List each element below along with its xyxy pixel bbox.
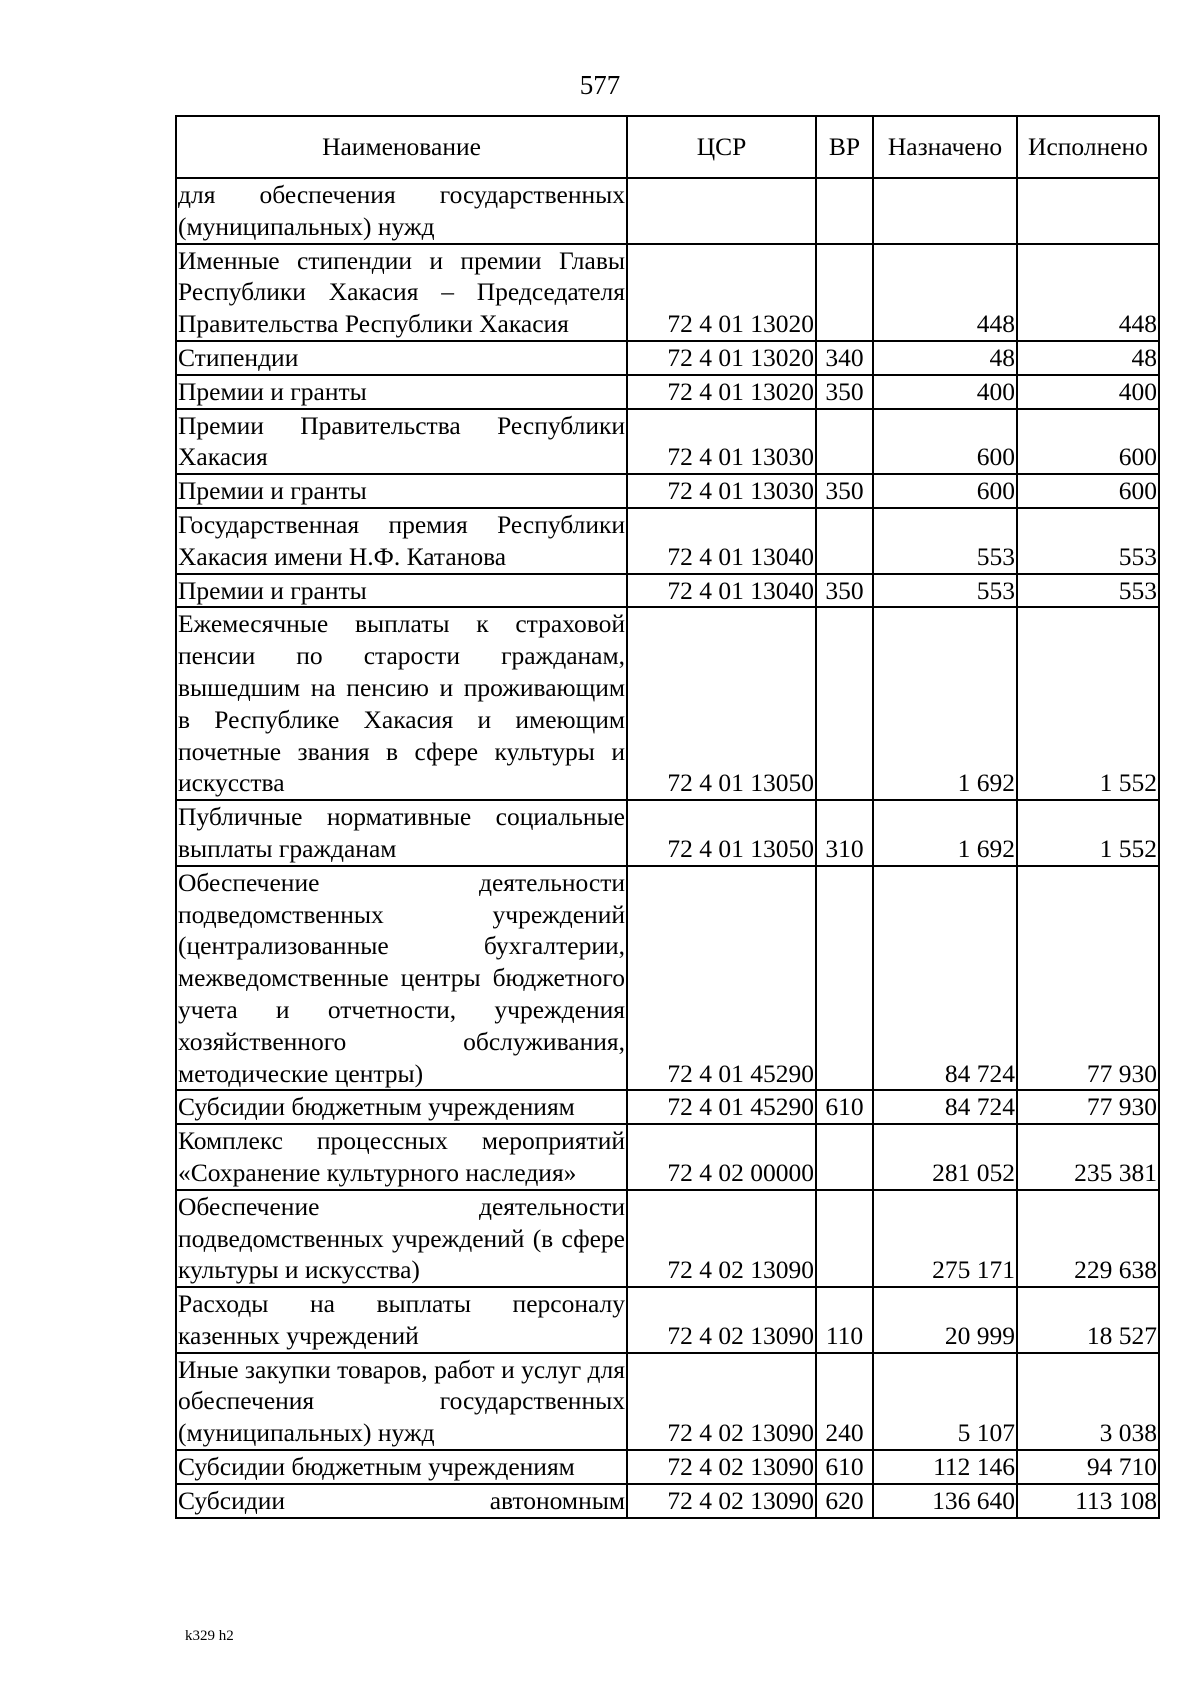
cell-vr: 310	[816, 800, 873, 866]
table-row	[176, 178, 1159, 244]
cell-executed: 77 930	[1017, 1090, 1159, 1124]
cell-assigned	[873, 178, 1017, 244]
cell-assigned: 275 171	[873, 1190, 1017, 1287]
cell-name: Премии и гранты	[176, 375, 627, 409]
cell-csr: 72 4 01 13020	[627, 341, 816, 375]
cell-assigned: 600	[873, 474, 1017, 508]
cell-name: Государственная премия Республики Хакасия имени Н.Ф. Катанова	[176, 508, 627, 574]
cell-executed: 600	[1017, 409, 1159, 475]
footer-code: k329 h2	[185, 1628, 234, 1644]
cell-executed: 77 930	[1017, 866, 1159, 1091]
cell-vr: 620	[816, 1484, 873, 1518]
header-vr: ВР	[816, 116, 873, 178]
page-number: 577	[579, 70, 621, 100]
cell-csr	[627, 178, 816, 244]
cell-name: Субсидии бюджетным учреждениям	[176, 1450, 627, 1484]
table-row	[176, 409, 1159, 475]
cell-name: Обеспечение деятельности подведомственных учреждений (централизованные бухгалтерии, межведомственные центры бюджетного учета и отчетности, учреждения хозяйственного обслуживания, методические центры)	[176, 866, 627, 1091]
cell-assigned: 448	[873, 244, 1017, 341]
cell-name: Ежемесячные выплаты к страховой пенсии по старости гражданам, вышедшим на пенсию и проживающим в Республике Хакасия и имеющим почетные звания в сфере культуры и искусства	[176, 607, 627, 800]
cell-executed: 229 638	[1017, 1190, 1159, 1287]
cell-csr: 72 4 02 00000	[627, 1124, 816, 1190]
table-row	[176, 341, 1159, 375]
cell-csr: 72 4 02 13090	[627, 1190, 816, 1287]
table-row	[176, 508, 1159, 574]
cell-executed: 3 038	[1017, 1353, 1159, 1450]
cell-vr	[816, 607, 873, 800]
cell-executed: 18 527	[1017, 1287, 1159, 1353]
cell-assigned: 48	[873, 341, 1017, 375]
cell-vr: 350	[816, 574, 873, 608]
cell-name: Иные закупки товаров, работ и услуг для обеспечения государственных (муниципальных) нужд	[176, 1353, 627, 1450]
cell-csr: 72 4 01 45290	[627, 866, 816, 1091]
cell-assigned: 553	[873, 508, 1017, 574]
cell-name: Публичные нормативные социальные выплаты гражданам	[176, 800, 627, 866]
table-row	[176, 1090, 1159, 1124]
table-row	[176, 1287, 1159, 1353]
cell-executed: 1 552	[1017, 800, 1159, 866]
cell-assigned: 553	[873, 574, 1017, 608]
cell-csr: 72 4 01 13030	[627, 474, 816, 508]
cell-csr: 72 4 01 13040	[627, 508, 816, 574]
cell-name: Именные стипендии и премии Главы Республики Хакасия – Председателя Правительства Республики Хакасия	[176, 244, 627, 341]
cell-vr: 610	[816, 1090, 873, 1124]
cell-csr: 72 4 01 13020	[627, 375, 816, 409]
table-row	[176, 474, 1159, 508]
cell-vr	[816, 1190, 873, 1287]
table-row	[176, 574, 1159, 608]
cell-assigned: 20 999	[873, 1287, 1017, 1353]
cell-name: Расходы на выплаты персоналу казенных учреждений	[176, 1287, 627, 1353]
cell-vr: 110	[816, 1287, 873, 1353]
cell-csr: 72 4 01 45290	[627, 1090, 816, 1124]
cell-vr	[816, 1124, 873, 1190]
table-row	[176, 1124, 1159, 1190]
cell-assigned: 5 107	[873, 1353, 1017, 1450]
cell-name: для обеспечения государственных (муниципальных) нужд	[176, 178, 627, 244]
cell-name: Субсидии автономным	[176, 1484, 627, 1518]
table-header-row	[176, 116, 1159, 178]
table-row	[176, 800, 1159, 866]
cell-csr: 72 4 02 13090	[627, 1450, 816, 1484]
cell-vr	[816, 178, 873, 244]
cell-assigned: 400	[873, 375, 1017, 409]
cell-executed	[1017, 178, 1159, 244]
cell-vr: 340	[816, 341, 873, 375]
table-row	[176, 607, 1159, 800]
cell-executed: 400	[1017, 375, 1159, 409]
cell-assigned: 84 724	[873, 1090, 1017, 1124]
table-row	[176, 1484, 1159, 1518]
cell-executed: 113 108	[1017, 1484, 1159, 1518]
cell-csr: 72 4 01 13040	[627, 574, 816, 608]
cell-executed: 1 552	[1017, 607, 1159, 800]
cell-vr	[816, 409, 873, 475]
cell-executed: 553	[1017, 574, 1159, 608]
header-executed: Исполнено	[1017, 116, 1159, 178]
cell-vr	[816, 866, 873, 1091]
cell-executed: 48	[1017, 341, 1159, 375]
cell-executed: 448	[1017, 244, 1159, 341]
cell-vr: 610	[816, 1450, 873, 1484]
cell-csr: 72 4 01 13050	[627, 607, 816, 800]
cell-assigned: 1 692	[873, 800, 1017, 866]
cell-name: Премии Правительства Республики Хакасия	[176, 409, 627, 475]
cell-name: Премии и гранты	[176, 574, 627, 608]
cell-csr: 72 4 02 13090	[627, 1353, 816, 1450]
cell-csr: 72 4 02 13090	[627, 1484, 816, 1518]
cell-csr: 72 4 02 13090	[627, 1287, 816, 1353]
cell-name: Стипендии	[176, 341, 627, 375]
cell-executed: 553	[1017, 508, 1159, 574]
cell-executed: 235 381	[1017, 1124, 1159, 1190]
cell-executed: 94 710	[1017, 1450, 1159, 1484]
cell-assigned: 281 052	[873, 1124, 1017, 1190]
table-row	[176, 1450, 1159, 1484]
table-row	[176, 1190, 1159, 1287]
table-row	[176, 244, 1159, 341]
cell-assigned: 84 724	[873, 866, 1017, 1091]
cell-name: Обеспечение деятельности подведомственных учреждений (в сфере культуры и искусства)	[176, 1190, 627, 1287]
cell-csr: 72 4 01 13030	[627, 409, 816, 475]
header-assigned: Назначено	[873, 116, 1017, 178]
cell-assigned: 600	[873, 409, 1017, 475]
cell-executed: 600	[1017, 474, 1159, 508]
cell-vr	[816, 244, 873, 341]
table-row	[176, 375, 1159, 409]
cell-vr: 240	[816, 1353, 873, 1450]
cell-csr: 72 4 01 13020	[627, 244, 816, 341]
cell-vr: 350	[816, 474, 873, 508]
cell-name: Комплекс процессных мероприятий «Сохранение культурного наследия»	[176, 1124, 627, 1190]
cell-name: Субсидии бюджетным учреждениям	[176, 1090, 627, 1124]
table-row	[176, 1353, 1159, 1450]
cell-assigned: 1 692	[873, 607, 1017, 800]
header-name: Наименование	[176, 116, 627, 178]
cell-assigned: 112 146	[873, 1450, 1017, 1484]
table-row	[176, 866, 1159, 1091]
cell-vr: 350	[816, 375, 873, 409]
header-csr: ЦСР	[627, 116, 816, 178]
cell-vr	[816, 508, 873, 574]
cell-assigned: 136 640	[873, 1484, 1017, 1518]
cell-csr: 72 4 01 13050	[627, 800, 816, 866]
budget-table	[175, 115, 1160, 1519]
cell-name: Премии и гранты	[176, 474, 627, 508]
